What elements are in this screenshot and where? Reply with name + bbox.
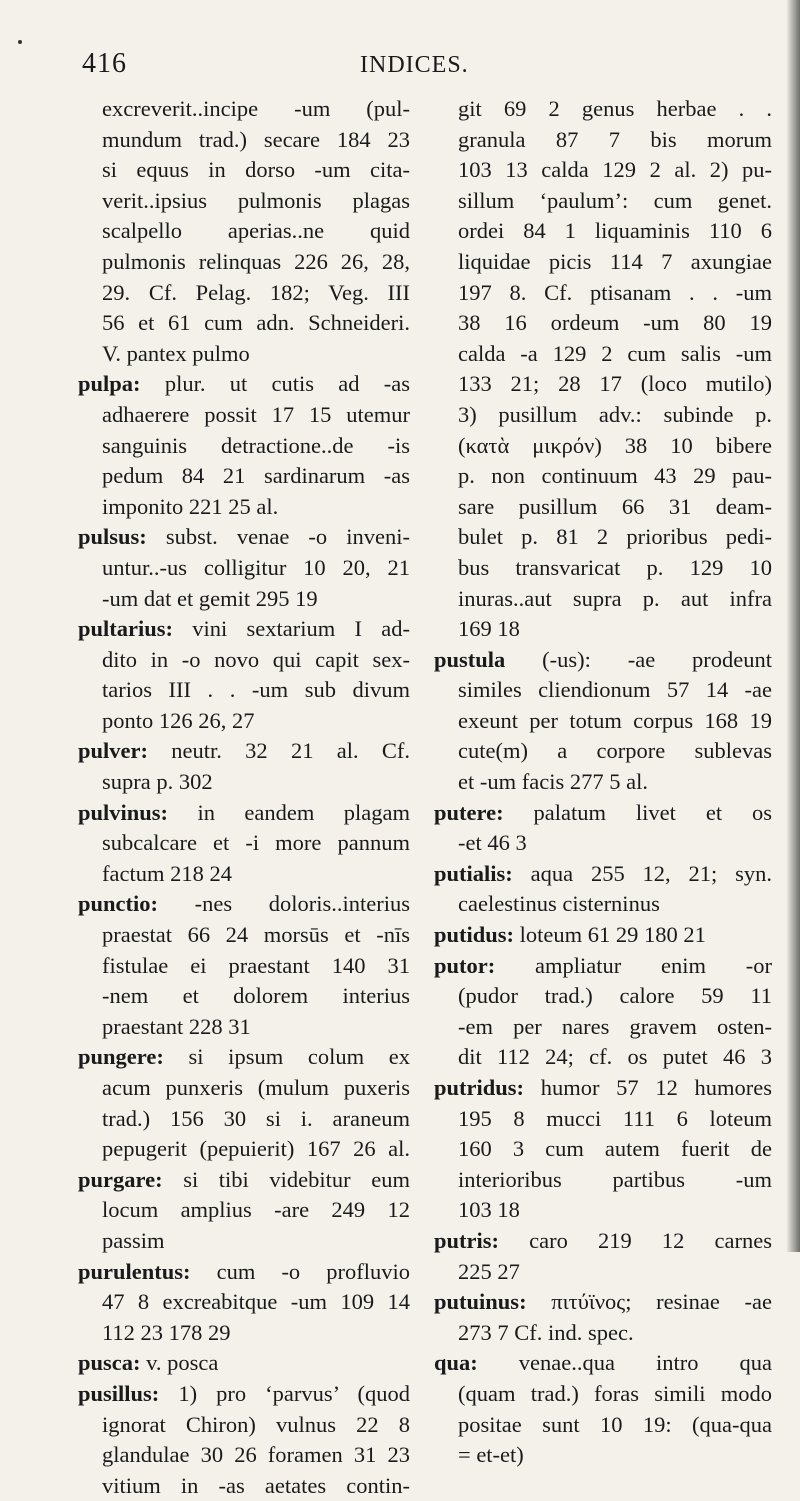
entry-text: dito in -o novo qui capit sex- [102,646,410,672]
index-entry-line [78,736,410,767]
entry-text: -em per nares gravem osten- [458,1013,772,1039]
entry-text: subcalcare et -i more pannum [102,830,410,856]
index-continuation-line [434,889,772,920]
index-continuation-line [78,1440,410,1471]
entry-text: (κατὰ μικρόν) 38 10 bibere [458,432,772,458]
entry-text: sillum ‘paulum’: cum genet. [458,187,772,213]
index-continuation-line [78,584,410,615]
index-entry-line [434,1073,772,1104]
entry-headword: pusca: [78,1350,141,1376]
entry-text: git 69 2 genus herbae . . [458,96,772,121]
entry-headword: pustula [434,646,506,672]
entry-headword: pulvinus: [78,799,169,825]
index-entry-line [78,889,410,920]
entry-text: imponito 221 25 al. [102,493,279,519]
entry-text: vitium in -as aetates contin- [102,1472,410,1498]
index-continuation-line [78,400,410,431]
index-continuation-line [434,584,772,615]
index-continuation-line [78,339,410,370]
left-column [78,94,410,1501]
index-entry-line [78,1348,410,1379]
index-continuation-line [434,186,772,217]
entry-text: (pudor trad.) calore 59 11 [458,983,772,1009]
index-continuation-line [78,247,410,278]
index-continuation-line [434,461,772,492]
index-continuation-line [434,1195,772,1226]
entry-text: passim [102,1227,165,1253]
index-continuation-line [78,431,410,462]
index-continuation-line [78,94,410,125]
entry-text: 38 16 ordeum -um 80 19 [458,310,772,336]
entry-headword: purulentus: [78,1258,191,1284]
index-continuation-line [434,981,772,1012]
index-continuation-line [434,1318,772,1349]
index-entry-line [78,522,410,553]
index-continuation-line [78,675,410,706]
entry-text: p. non continuum 43 29 pau- [458,463,772,489]
index-continuation-line [434,828,772,859]
index-continuation-line [434,1134,772,1165]
index-entry-line [78,369,410,400]
entry-text: mundum trad.) secare 184 23 [102,126,410,152]
entry-text: similes cliendionum 57 14 -ae [458,677,772,703]
entry-text: 225 27 [458,1258,520,1284]
entry-text: cute(m) a corpore sublevas [458,738,772,764]
index-continuation-line [78,1073,410,1104]
entry-text: 112 23 178 29 [102,1319,231,1345]
entry-text: 3) pusillum adv.: subinde p. [458,401,772,427]
entry-text: πιτύϊνος; resinae -ae [551,1289,772,1315]
index-continuation-line [78,278,410,309]
index-continuation-line [434,1257,772,1288]
index-continuation-line [434,369,772,400]
index-continuation-line [78,951,410,982]
index-continuation-line [434,1379,772,1410]
index-continuation-line [434,614,772,645]
index-entry-line [78,1379,410,1410]
entry-text: -nes doloris..interius [194,891,410,917]
page-number: 416 [82,48,127,79]
entry-text: 197 8. Cf. ptisanam . . -um [458,279,772,305]
index-continuation-line [434,1410,772,1441]
entry-text: granula 87 7 bis morum [458,126,772,152]
index-continuation-line [78,461,410,492]
entry-text: exeunt per totum corpus 168 19 [458,707,772,733]
index-continuation-line [434,1042,772,1073]
entry-headword: purgare: [78,1166,163,1192]
index-entry-line [434,645,772,676]
index-continuation-line [78,859,410,890]
entry-text: venae..qua intro qua [518,1350,772,1376]
index-continuation-line [78,706,410,737]
entry-text: caelestinus cisterninus [458,891,660,917]
index-continuation-line [434,767,772,798]
entry-headword: pusillus: [78,1380,160,1406]
entry-text: verit..ipsius pulmonis plagas [102,187,410,213]
entry-text: 133 21; 28 17 (loco mutilo) [458,371,772,397]
entry-text: 103 13 calda 129 2 al. 2) pu- [458,157,772,183]
page-edge-shadow [786,0,800,1252]
index-entry-line [434,1287,772,1318]
index-continuation-line [78,1134,410,1165]
ink-speck [18,40,22,44]
index-entry-line [78,614,410,645]
entry-text: ignorat Chiron) vulnus 22 8 [102,1411,410,1437]
index-continuation-line [78,981,410,1012]
index-continuation-line [78,1410,410,1441]
entry-text: scalpello aperias..ne quid [102,218,410,244]
index-continuation-line [78,767,410,798]
entry-text: si ipsum colum ex [188,1044,410,1070]
entry-text: tarios III . . -um sub divum [102,677,410,703]
index-continuation-line [78,492,410,523]
entry-text: trad.) 156 30 si i. araneum [102,1105,410,1131]
entry-text: ampliatur enim -or [535,952,772,978]
index-continuation-line [78,1012,410,1043]
entry-text: locum amplius -are 249 12 [102,1197,410,1223]
entry-text: bus transvaricat p. 129 10 [458,554,772,580]
entry-text: 47 8 excreabitque -um 109 14 [102,1289,410,1315]
index-continuation-line [78,216,410,247]
index-continuation-line [78,308,410,339]
index-continuation-line [434,553,772,584]
entry-headword: pungere: [78,1044,164,1070]
entry-text: 169 18 [458,616,520,642]
entry-text: neutr. 32 21 al. Cf. [171,738,410,764]
entry-text: sare pusillum 66 31 deam- [458,493,772,519]
entry-text: glandulae 30 26 foramen 31 23 [102,1442,410,1468]
right-column [434,94,772,1471]
entry-text: humor 57 12 humores [540,1075,773,1100]
entry-text: 160 3 cum autem fuerit de [458,1136,772,1162]
entry-text: pulmonis relinquas 226 26, 28, [102,248,410,274]
running-title: INDICES. [360,52,469,78]
index-continuation-line [434,278,772,309]
index-continuation-line [78,1471,410,1501]
entry-text: excreverit..incipe -um (pul- [102,96,410,121]
entry-text: et -um facis 277 5 al. [458,769,648,795]
index-continuation-line [78,828,410,859]
entry-text: -um dat et gemit 295 19 [102,585,318,611]
entry-text: palatum livet et os [533,799,773,825]
index-continuation-line [434,94,772,125]
entry-text: 29. Cf. Pelag. 182; Veg. III [102,279,410,305]
entry-text: inuras..aut supra p. aut infra [458,585,772,611]
index-entry-line [434,920,772,951]
entry-text: 56 et 61 cum adn. Schneideri. [102,310,410,336]
index-continuation-line [434,216,772,247]
entry-text: factum 218 24 [102,860,232,886]
index-continuation-line [78,1318,410,1349]
index-continuation-line [434,1165,772,1196]
entry-text: -et 46 3 [458,830,527,856]
index-continuation-line [78,920,410,951]
entry-text: sanguinis detractione..de -is [102,432,410,458]
entry-text: si tibi videbitur eum [183,1166,410,1192]
entry-text: si equus in dorso -um cita- [102,157,410,183]
index-continuation-line [434,492,772,523]
page-header [82,48,772,88]
index-continuation-line [434,1012,772,1043]
entry-text: praestat 66 24 morsūs et -nīs [102,922,410,948]
index-continuation-line [78,1104,410,1135]
index-entry-line [78,1042,410,1073]
entry-text: caro 219 12 carnes [529,1227,772,1253]
index-entry-line [434,859,772,890]
entry-text: = et-et) [458,1442,524,1468]
entry-text: loteum 61 29 180 21 [519,922,706,948]
index-entry-line [78,1165,410,1196]
entry-text: praestant 228 31 [102,1013,251,1039]
entry-text: in eandem plagam [197,799,410,825]
entry-headword: pulpa: [78,371,141,397]
entry-text: supra p. 302 [102,769,213,795]
entry-text: positae sunt 10 19: (qua-qua [458,1411,772,1437]
index-continuation-line [78,186,410,217]
index-continuation-line [434,247,772,278]
entry-text: v. posca [146,1350,219,1376]
entry-text: -nem et dolorem interius [102,983,410,1009]
index-continuation-line [434,706,772,737]
entry-headword: pulver: [78,738,148,764]
index-entry-line [434,798,772,829]
entry-text: 195 8 mucci 111 6 loteum [458,1105,772,1131]
entry-headword: pulsus: [78,524,147,550]
entry-text: pedum 84 21 sardinarum -as [102,463,410,489]
index-continuation-line [434,125,772,156]
entry-headword: putor: [434,952,496,978]
index-continuation-line [434,400,772,431]
entry-headword: putialis: [434,860,513,886]
index-continuation-line [434,308,772,339]
entry-text: 1) pro ‘parvus’ (quod [178,1380,411,1406]
entry-headword: putuinus: [434,1289,527,1315]
entry-headword: pultarius: [78,616,174,642]
entry-text: subst. venae -o inveni- [165,524,410,550]
index-entry-line [78,798,410,829]
index-entry-line [434,951,772,982]
entry-text: vini sextarium I ad- [192,616,411,642]
entry-text: ordei 84 1 liquaminis 110 6 [458,218,772,244]
entry-text: pepugerit (pepuierit) 167 26 al. [102,1136,410,1162]
index-entry-line [434,1348,772,1379]
entry-text: (quam trad.) foras simili modo [458,1380,772,1406]
index-entry-line [78,1257,410,1288]
index-continuation-line [78,645,410,676]
entry-text: (-us): -ae prodeunt [542,646,772,672]
index-continuation-line [434,1440,772,1471]
entry-text: cum -o profluvio [216,1258,410,1284]
entry-text: 273 7 Cf. ind. spec. [458,1319,634,1345]
index-continuation-line [434,736,772,767]
entry-headword: putidus: [434,922,515,948]
entry-text: fistulae ei praestant 140 31 [102,952,410,978]
entry-headword: putere: [434,799,504,825]
index-continuation-line [434,1104,772,1135]
index-continuation-line [434,675,772,706]
entry-text: 103 18 [458,1197,520,1223]
index-continuation-line [434,339,772,370]
index-continuation-line [78,155,410,186]
entry-headword: putris: [434,1227,500,1253]
entry-text: V. pantex pulmo [102,340,250,366]
entry-text: bulet p. 81 2 prioribus pedi- [458,524,772,550]
entry-text: acum punxeris (mulum puxeris [102,1075,410,1100]
entry-text: untur..-us colligitur 10 20, 21 [102,554,410,580]
entry-text: liquidae picis 114 7 axungiae [458,248,772,274]
index-continuation-line [78,1195,410,1226]
entry-headword: punctio: [78,891,159,917]
index-continuation-line [78,1287,410,1318]
index-continuation-line [78,125,410,156]
entry-text: aqua 255 12, 21; syn. [530,860,773,886]
entry-text: plur. ut cutis ad -as [164,371,410,397]
index-continuation-line [434,155,772,186]
entry-text: interioribus partibus -um [458,1166,772,1192]
index-continuation-line [78,553,410,584]
entry-headword: putridus: [434,1075,525,1100]
entry-text: ponto 126 26, 27 [102,707,255,733]
entry-text: dit 112 24; cf. os putet 46 3 [458,1044,772,1070]
entry-headword: qua: [434,1350,478,1376]
index-continuation-line [434,522,772,553]
entry-text: adhaerere possit 17 15 utemur [102,401,410,427]
index-continuation-line [434,431,772,462]
entry-text: calda -a 129 2 cum salis -um [458,340,772,366]
